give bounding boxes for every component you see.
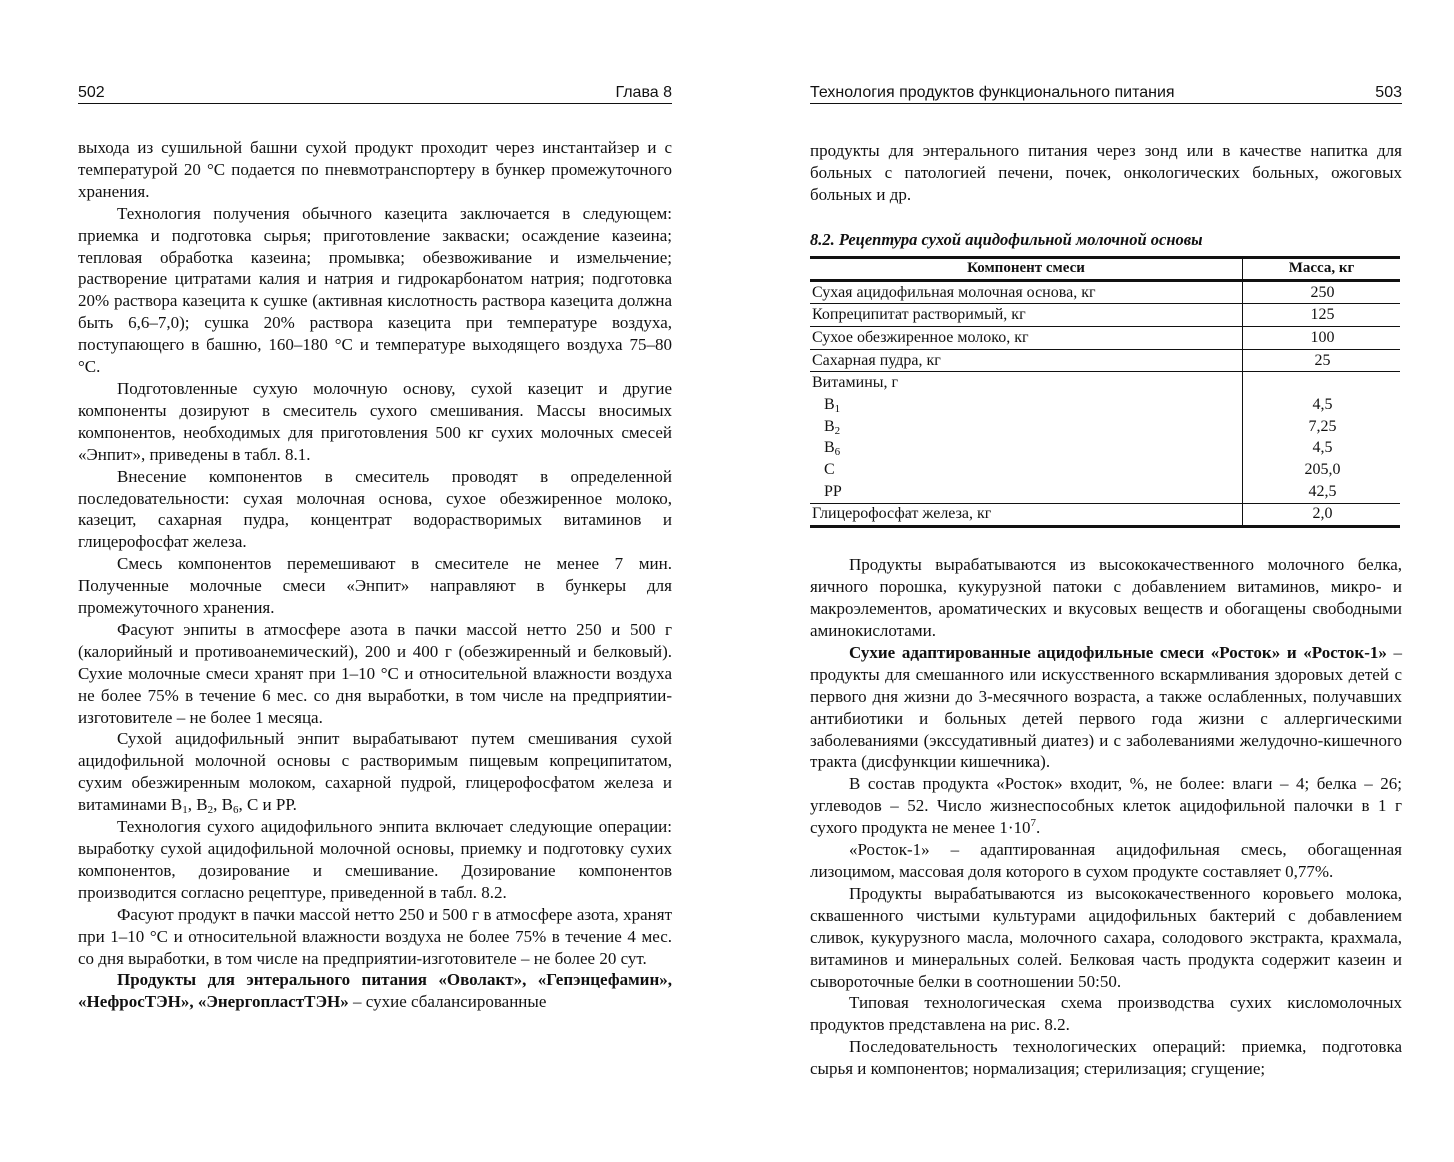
left-page (78, 82, 672, 1013)
header-component: Компонент смеси (967, 260, 1085, 277)
right-body-text (810, 554, 1402, 1080)
right-paragraph-8: Последовательность технологических операций: приемка, подготовка сырья и компонентов; нормализация; стерилизация; сгущение; (810, 1037, 1402, 1079)
left-paragraph-2: Технология получения обычного казецита заключается в следующем: приемка и подготовка сырья; приготовление закваски; осаждение казеина; тепловая обработка казеина; промывка; обезвоживание и измельчение; растворение цитратами калия и натрия и гидрокарбонатом натрия; подготовка 20% раствора казецита к сушке (активная кислотность раствора казецита должна быть 6,6–7,0); сушка 20% раствора казецита при температуре воздуха, поступающего в башню, 160–180 °С и температуре выходящего воздуха 75–80 °С. (78, 203, 672, 377)
table-row: Сухая ацидофильная молочная основа, кг 250 (810, 280, 1400, 304)
recipe-table (810, 256, 1400, 529)
right-page (810, 82, 1402, 1080)
right-paragraph-2: Продукты вырабатываются из высококачественного молочного белка, яичного порошка, кукурузной патоки с добавлением витаминов, микро- и макроэлементов, ароматических и вкусовых веществ и обогащены свободными аминокислотами. (810, 555, 1402, 640)
table-header-row (810, 257, 1400, 280)
left-running-head (78, 82, 672, 104)
table-caption: 8.2. Рецептура сухой ацидофильной молочной основы (810, 229, 1203, 249)
table-row: Копреципитат растворимый, кг 125 (810, 304, 1400, 327)
table-row-vitamins-label: Витамины, г (810, 372, 1400, 394)
right-page-number: 503 (1375, 84, 1402, 101)
right-paragraph-4: В состав продукта «Росток» входит, %, не более: влаги – 4; белка – 26; углеводов – 52. Число жизнеспособных клеток ацидофильной палочки в 1 г сухого продукта не менее $1\cdot 10^7$. (810, 774, 1402, 838)
right-paragraph-3: Сухие адаптированные ацидофильные смеси «Росток» и «Росток-1» – продукты для смешанного или искусственного вскармливания здоровых детей с первого дня жизни до 3-месячного возраста, а также ослабленных, получавших антибиотики и больных детей первого года жизни с аллергическими заболеваниями (экссудативный диатез) и с заболеваниями желудочно-кишечного тракта (дисфункции кишечника). (810, 642, 1403, 772)
left-body-text (78, 137, 672, 1013)
left-paragraph-8: Технология сухого ацидофильного энпита включает следующие операции: выработку сухой ацидофильной молочной основы, приемку и подготовку сухих компонентов, дозирование и смешивание. Дозирование компонентов производится согласно рецептуре, приведенной в табл. 8.2. (78, 817, 672, 902)
left-paragraph-3: Подготовленные сухую молочную основу, сухой казецит и другие компоненты дозируют в смеситель сухого смешивания. Массы вносимых компонентов, необходимых для приготовления 500 кг сухих молочных смесей «Энпит», приведены в табл. 8.1. (78, 378, 672, 464)
enteral-products-names: Продукты для энтерального питания «Оволакт», «Гепэнцефамин», «НефросТЭН», «ЭнергопластТЭН» (78, 970, 672, 1012)
chapter-title: Глава 8 (615, 84, 672, 101)
table-row: $B_6$ 4,5 (810, 438, 1400, 460)
running-title: Технология продуктов функционального питания (810, 84, 1175, 101)
table-row: $B_1$ 4,5 (810, 394, 1400, 416)
table-row: Глицерофосфат железа, кг 2,0 (810, 503, 1400, 527)
left-page-number: 502 (78, 84, 105, 101)
right-paragraph-6: Продукты вырабатываются из высококачественного коровьего молока, сквашенного чистыми культурами ацидофильных бактерий с добавлением сливок, кукурузного масла, молочного сахара, солодового экстракта, крахмала, витаминов и минеральных солей. Белковая часть продукта содержит казеин и сывороточные белки в соотношении 50:50. (810, 883, 1402, 991)
table-row: Сухое обезжиренное молоко, кг 100 (810, 327, 1400, 350)
table-row: $B_2$ 7,25 (810, 416, 1400, 438)
left-paragraph-5: Смесь компонентов перемешивают в смесителе не менее 7 мин. Полученные молочные смеси «Энпит» направляют в бункеры для промежуточного хранения. (78, 554, 672, 618)
header-mass: Масса, кг (1243, 257, 1401, 280)
table-row: PP 42,5 (810, 481, 1400, 503)
right-paragraph-5: «Росток-1» – адаптированная ацидофильная смесь, обогащенная лизоцимом, массовая доля которого в сухом продукте составляет 0,77%. (810, 840, 1402, 881)
right-body-top (810, 140, 1402, 206)
right-running-head (810, 82, 1402, 104)
left-paragraph-9: Фасуют продукт в пачки массой нетто 250 и 500 г в атмосфере азота, хранят при 1–10 °С и относительной влажности воздуха не более 75% в течение 4 мес. со дня выработки, в том числе на предприятии-изготовителе – не более 20 сут. (78, 904, 672, 968)
left-paragraph-10: Продукты для энтерального питания «Оволакт», «Гепэнцефамин», «НефросТЭН», «ЭнергопластТЭН» – сухие сбалансированные (78, 970, 672, 1012)
right-paragraph-1: продукты для энтерального питания через зонд или в качестве напитка для больных с патологией печени, почек, онкологических больных, ожоговых больных и др. (810, 141, 1402, 204)
left-paragraph-7-text: Сухой ацидофильный энпит вырабатывают путем смешивания сухой ацидофильной молочной основы с растворимым пищевым копреципитатом, сухим обезжиренным молоком, сахарной пудрой, глицерофосфатом железа и витаминами (78, 729, 672, 815)
table-row: C 205,0 (810, 459, 1400, 481)
left-paragraph-1: выхода из сушильной башни сухой продукт проходит через инстантайзер и с температурой 20 °С подается по пневмотранспортеру в бункер промежуточного хранения. (78, 138, 672, 201)
table-row: Сахарная пудра, кг 25 (810, 349, 1400, 372)
right-paragraph-7: Типовая технологическая схема производства сухих кисломолочных продуктов представлена на рис. 8.2. (810, 993, 1402, 1035)
left-paragraph-4: Внесение компонентов в смеситель проводят в определенной последовательности: сухая молочная основа, сухое обезжиренное молоко, казецит, сахарная пудра, концентрат водорастворимых витаминов и глицерофосфат железа. (78, 466, 672, 552)
left-paragraph-7: Сухой ацидофильный энпит вырабатывают путем смешивания сухой ацидофильной молочной основы с растворимым пищевым копреципитатом, сухим обезжиренным молоком, сахарной пудрой, глицерофосфатом железа и витаминами $B_1$, $B_2$, $B_6$, С и РР. (78, 729, 672, 817)
left-paragraph-6: Фасуют энпиты в атмосфере азота в пачки массой нетто 250 и 500 г (калорийный и противоанемический), 200 и 400 г (обезжиренный и белковый). Сухие молочные смеси хранят при 1–10 °С и относительной влажности воздуха не более 75% в течение 6 мес. со дня выработки, в том числе на предприятии-изготовителе – не более 1 месяца. (78, 619, 672, 727)
rostok-products-names: Сухие адаптированные ацидофильные смеси «Росток» и «Росток-1» (849, 642, 1387, 662)
